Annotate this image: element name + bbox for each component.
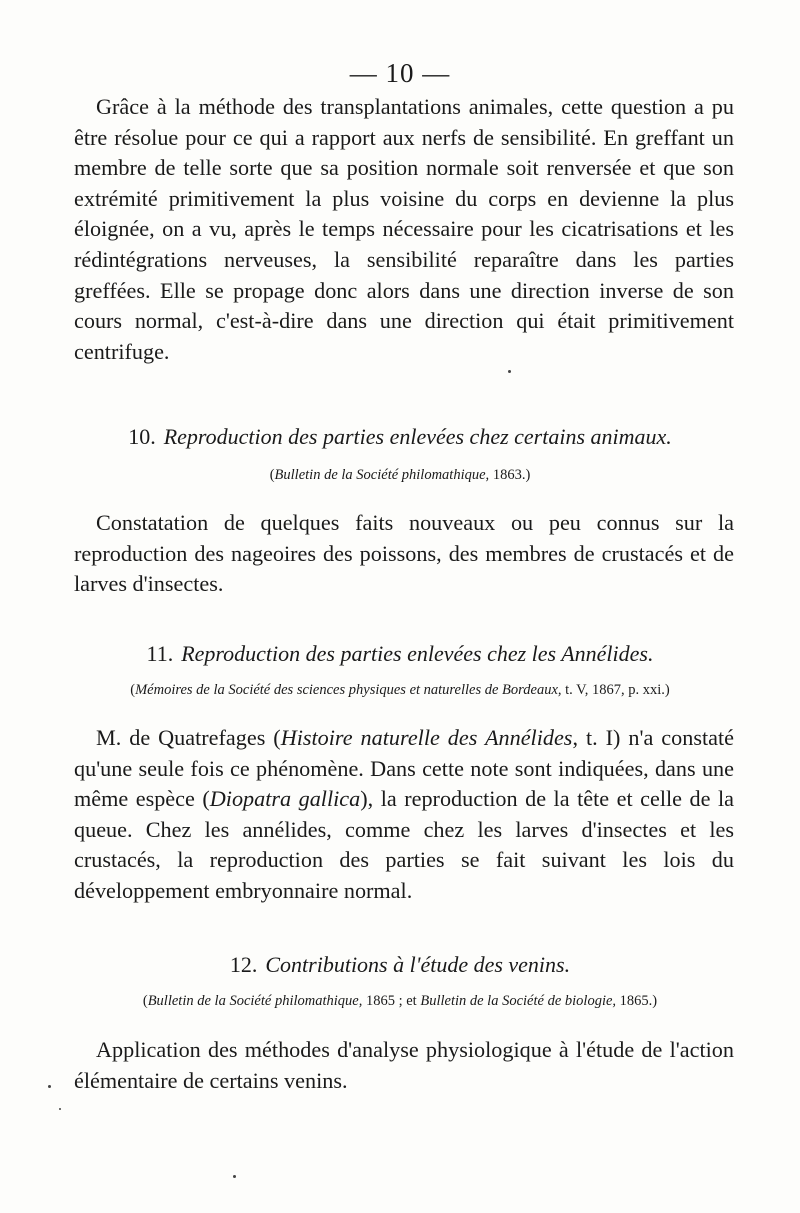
page-number: — 10 — xyxy=(349,58,451,88)
species-name: Diopatra gallica xyxy=(209,786,361,812)
section-11-source xyxy=(0,682,800,699)
section-11-number: 11. xyxy=(146,641,174,666)
work-title: Histoire naturelle des Annélides xyxy=(280,725,573,750)
source-year-2: 1865.) xyxy=(616,993,658,1009)
section-10-number: 10. xyxy=(128,424,156,449)
source-year: t. V, 1867, p. xxi.) xyxy=(561,682,670,698)
body-text: M. de Quatrefages ( xyxy=(96,725,281,750)
intro-text: Grâce à la méthode des transplantations animales, cette question a pu être résolue pour ce qui a rapport aux nerfs de sensibilité. En greffant un membre de telle sorte que sa position normale soit renversée et que son extrémité primitivement la plus voisine du corps en devienne la plus éloignée, on a vu, après le temps nécessaire pour les cicatrisations et les rédintégrations nerveuses, la sensibilité reparaître dans les parties greffées. Elle se propage donc alors dans une direction inverse de son cours normal, c'est-à-dire dans une direction qui était primitivement centrifuge. xyxy=(74,94,734,364)
scan-speck xyxy=(48,1085,51,1088)
section-12-number: 12. xyxy=(229,952,258,977)
body-text: , t. I) n'a constaté qu'une seule fois ce phénomène. Dans cette note sont indiquées, dans une même espèce ( xyxy=(74,725,734,812)
section-10-body xyxy=(74,508,734,600)
source-journal: Bulletin de la Société philomathique, xyxy=(274,467,490,483)
body-text: ), la reproduction de la tête et celle de la queue. Chez les annélides, comme chez les larves d'insectes et les crustacés, la reproduction des parties se fait suivant les lois du développement embryonnaire normal. xyxy=(74,786,734,903)
section-12-title: Contributions à l'étude des venins. xyxy=(265,952,571,977)
section-11-heading xyxy=(0,641,800,667)
section-10-text: Constatation de quelques faits nouveaux ou peu connus sur la reproduction des nageoires des poissons, des membres de crustacés et de larves d'insectes. xyxy=(74,510,734,597)
section-11-title: Reproduction des parties enlevées chez les Annélides. xyxy=(181,641,654,666)
scan-speck xyxy=(508,370,511,373)
source-year: 1863.) xyxy=(489,467,531,483)
scan-speck xyxy=(233,1175,236,1178)
source-journal: Bulletin de la Société philomathique, xyxy=(147,993,363,1009)
source-journal: Mémoires de la Société des sciences physiques et naturelles de Bordeaux, xyxy=(135,682,562,698)
intro-paragraph xyxy=(74,92,734,367)
section-10-title: Reproduction des parties enlevées chez certains animaux. xyxy=(163,424,672,449)
source-journal-2: Bulletin de la Société de biologie, xyxy=(420,993,617,1009)
section-11-body xyxy=(74,723,734,907)
source-open: ( xyxy=(269,467,275,483)
section-10-heading xyxy=(0,424,800,450)
source-open: ( xyxy=(130,682,136,698)
section-12-heading xyxy=(0,952,800,978)
section-12-source xyxy=(0,993,800,1010)
source-open: ( xyxy=(142,993,148,1009)
scan-speck xyxy=(59,1108,61,1110)
source-year: 1865 ; et xyxy=(362,993,421,1009)
section-12-text: Application des méthodes d'analyse physiologique à l'étude de l'action élémentaire de certains venins. xyxy=(74,1037,734,1093)
section-10-source xyxy=(0,467,800,484)
section-12-body xyxy=(74,1035,734,1096)
